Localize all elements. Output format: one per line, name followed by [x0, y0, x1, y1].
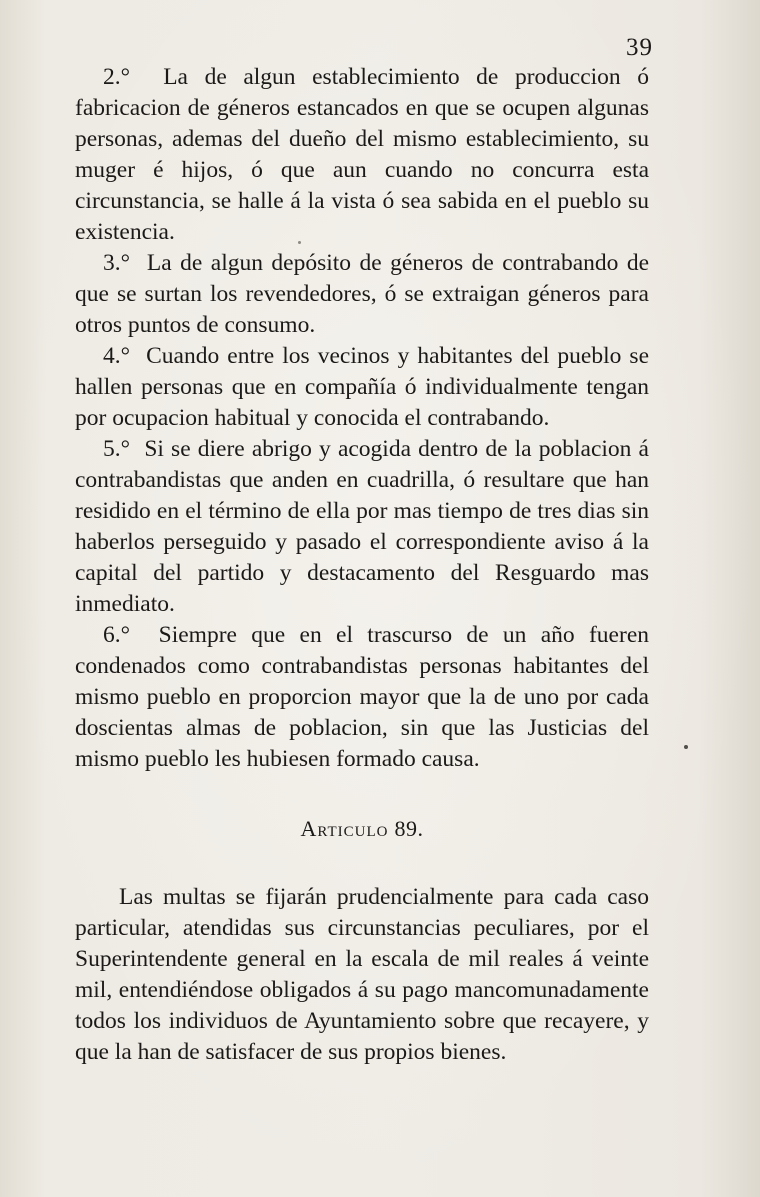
item-text: Cuando entre los vecinos y habitantes del pueblo se hallen personas que en compañía ó individualmente tengan por ocupacion habitual y conocida el contrabando. — [75, 343, 649, 431]
list-item — [75, 434, 649, 620]
item-text: La de algun establecimiento de produccion ó fabricacion de géneros estancados en que se ocupen algunas personas, ademas del dueño del mismo establecimiento, su muger é hijos, ó que aun cuando no concurra esta circunstancia, se halle á la vista ó sea sabida en el pueblo su existencia. — [75, 64, 649, 245]
item-text: Si se diere abrigo y acogida dentro de la poblacion á contrabandistas que anden en cuadrilla, ó resultare que han residido en el término de ella por mas tiempo de tres dias sin haberlos perseguido y pasado el correspondiente aviso á la capital del partido y destacamento del Resguardo mas inmediato. — [75, 436, 649, 617]
article-number: 89. — [394, 816, 424, 841]
item-text: La de algun depósito de géneros de contrabando de que se surtan los revendedores, ó se extraigan géneros para otros puntos de consumo. — [75, 250, 650, 338]
item-number: 6.° — [103, 622, 131, 648]
ink-speck — [298, 241, 301, 244]
ink-speck — [684, 745, 688, 749]
item-number: 2.° — [103, 64, 131, 90]
item-number: 3.° — [103, 250, 131, 276]
list-item — [75, 620, 649, 775]
item-text: Siempre que en el trascurso de un año fueren condenados como contrabandistas personas habitantes del mismo pueblo en proporcion mayor que la de uno por cada doscientas almas de poblacion, sin que las Justicias del mismo pueblo les hubiesen formado causa. — [75, 622, 649, 772]
list-item — [75, 248, 649, 341]
item-number: 5.° — [103, 436, 131, 462]
article-heading — [75, 813, 649, 844]
page-number: 39 — [626, 34, 653, 61]
list-item — [75, 62, 649, 248]
article-label: Articulo — [300, 816, 389, 841]
list-item — [75, 341, 649, 434]
item-number: 4.° — [103, 343, 131, 369]
page-body — [75, 62, 649, 1068]
article-paragraph: Las multas se fijarán prudencialmente para cada caso particular, atendidas sus circunstancias peculiares, por el Superintendente general en la escala de mil reales á veinte mil, entendiéndose obligados á su pago mancomunadamente todos los individuos de Ayuntamiento sobre que recayere, y que la han de satisfacer de sus propios bienes. — [75, 884, 649, 1065]
